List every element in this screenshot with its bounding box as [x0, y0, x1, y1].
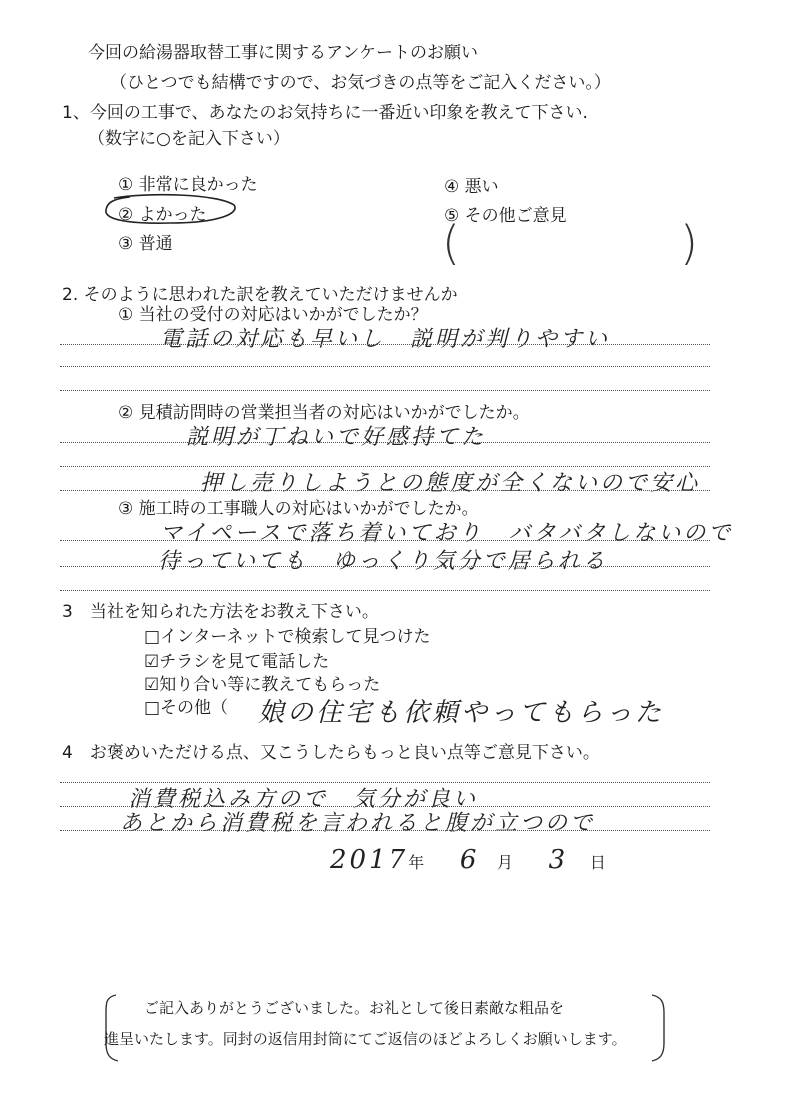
date-day: 3: [548, 845, 569, 875]
answer-line: [60, 344, 710, 345]
survey-title: 今回の給湯器取替工事に関するアンケートのお願い: [88, 43, 478, 63]
selection-circle-icon: [100, 193, 240, 227]
footer-line-2: 進呈いたします。同封の返信用封筒にてご返信のほどよろしくお願いします。: [104, 1030, 627, 1048]
q3-other-answer: 娘の住宅も依頼やってもらった: [258, 698, 665, 728]
q4-answer-2: あとから消費税を言われると腹が立つので: [120, 811, 596, 836]
date-month: 6: [459, 845, 480, 875]
q3-option-internet[interactable]: □インターネットで検索して見つけた: [144, 627, 431, 647]
q2-sub1: ① 当社の受付の対応はいかがでしたか？: [118, 305, 428, 325]
footer-note: [100, 993, 670, 1063]
q3-option-other[interactable]: □その他（: [144, 698, 229, 718]
survey-subtitle: （ひとつでも結構ですので、お気づきの点等をご記入ください。）: [110, 73, 611, 93]
answer-line: [60, 490, 710, 491]
footer-line-1: ご記入ありがとうございました。お礼として後日素敵な粗品を: [144, 999, 565, 1017]
answer-line: [60, 590, 710, 591]
date-year: 2017: [330, 845, 409, 875]
q1-option-4[interactable]: ④ 悪い: [444, 177, 499, 197]
q2-answer-3a: マイペースで落ち着いており バタバタしないので: [160, 521, 734, 546]
q1-option-1[interactable]: ① 非常に良かった: [118, 175, 258, 195]
q1-heading: 1、今回の工事で、あなたのお気持ちに一番近い印象を教えて下さい.: [62, 103, 588, 123]
q1-option-5[interactable]: ⑤ その他ご意見: [444, 206, 567, 226]
answer-line: [60, 366, 710, 367]
q2-sub2: ② 見積訪問時の営業担当者の対応はいかがでしたか。: [118, 403, 530, 423]
q4-heading: 4 お褒めいただける点、又こうしたらもっと良い点等ご意見下さい。: [62, 743, 600, 763]
q2-sub3: ③ 施工時の工事職人の対応はいかがでしたか。: [118, 499, 479, 519]
q3-heading: 3 当社を知られた方法をお教え下さい。: [62, 602, 379, 622]
date-year-suffix: 年: [408, 853, 425, 872]
q1-option-2[interactable]: ② よかった: [118, 205, 207, 225]
q1-instruction: （数字に○を記入下さい）: [88, 129, 290, 149]
date-day-suffix: 日: [589, 853, 606, 872]
q2-answer-2a: 説明が丁ねいで好感持てた: [186, 425, 487, 450]
answer-line: [60, 566, 710, 567]
q1-option-3[interactable]: ③ 普通: [118, 234, 173, 254]
q2-answer-3b: 待っていても ゆっくり気分で居られる: [158, 549, 608, 574]
close-paren-icon: ): [680, 216, 698, 270]
answer-line: [60, 390, 710, 391]
answer-line: [60, 540, 710, 541]
q2-heading: 2. そのように思われた訳を教えていただけませんか: [62, 285, 458, 305]
q3-option-flyer[interactable]: ☑チラシを見て電話した: [144, 652, 330, 672]
q2-answer-2b: 押し売りしようとの態度が全くないので安心: [200, 471, 701, 496]
answer-line: [60, 442, 710, 443]
date-month-suffix: 月: [497, 853, 514, 872]
answer-line: [60, 830, 710, 831]
date-line: [330, 845, 606, 875]
q2-answer-1: 電話の対応も早いし 説明が判りやすい: [160, 327, 611, 352]
q3-option-acquaintance[interactable]: ☑知り合い等に教えてもらった: [144, 675, 381, 695]
q4-answer-1: 消費税込み方ので 気分が良い: [128, 787, 479, 812]
open-paren-icon: (: [442, 216, 460, 270]
